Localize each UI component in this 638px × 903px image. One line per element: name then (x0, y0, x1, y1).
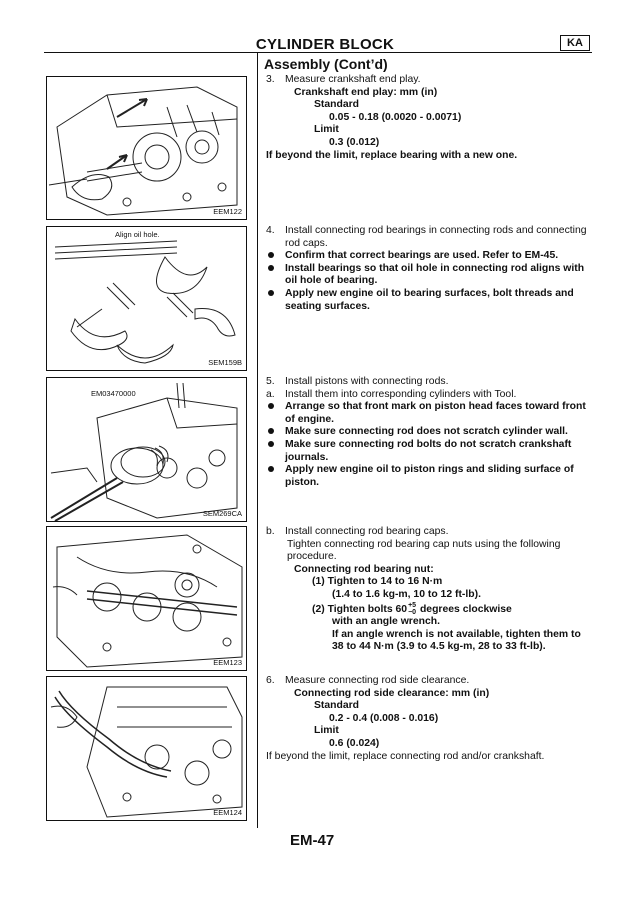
step-text: Measure crankshaft end play. (285, 74, 421, 85)
step-number: 5. (266, 376, 275, 387)
step-text: Measure connecting rod side clearance. (285, 675, 470, 686)
bullet-icon (268, 428, 274, 434)
figure-piston-install (46, 377, 247, 522)
step-text: Install connecting rod bearings in connecting rods and connecting rod caps. (285, 225, 587, 249)
figure-code: EEM123 (213, 658, 242, 667)
step-6 (266, 675, 592, 763)
spec-title: Connecting rod side clearance: mm (in) (294, 687, 490, 699)
limit-label: Limit (314, 725, 339, 737)
figure-code: SEM269CA (202, 509, 242, 518)
page-title: CYLINDER BLOCK (255, 36, 395, 53)
standard-label: Standard (314, 99, 360, 111)
model-badge: KA (560, 35, 590, 51)
bullet-icon (268, 252, 274, 258)
torque-step-1-detail: (1.4 to 1.6 kg-m, 10 to 12 ft-lb). (332, 588, 481, 600)
angle-wrench-illustration (47, 527, 246, 670)
limit-label: Limit (314, 124, 339, 136)
step-note: If beyond the limit, replace connecting rod and/or crankshaft. (266, 750, 545, 762)
step-5 (266, 376, 592, 489)
standard-label: Standard (314, 700, 360, 712)
bullet-text: Arrange so that front mark on piston head faces toward front of engine. (285, 401, 586, 425)
bullet-text: Make sure connecting rod does not scratch cylinder wall. (285, 426, 568, 438)
limit-value: 0.6 (0.024) (329, 737, 380, 749)
bearing-illustration (47, 227, 246, 370)
spec-title: Connecting rod bearing nut: (294, 563, 434, 575)
substep-letter: b. (266, 526, 275, 537)
step-text: Install pistons with connecting rods. (285, 376, 449, 387)
bullet-text: Apply new engine oil to bearing surfaces, bolt threads and seating surfaces. (285, 287, 574, 312)
bullet-text: Apply new engine oil to piston rings and sliding surface of piston. (285, 464, 574, 488)
limit-value: 0.3 (0.012) (329, 136, 380, 148)
page-number: EM-47 (290, 832, 335, 849)
bullet-icon (268, 466, 274, 472)
bullet-text: Install bearings so that oil hole in connecting rod aligns with oil hole of bearing. (285, 262, 585, 287)
bullet-text: Make sure connecting rod bolts do not scratch crankshaft journals. (285, 438, 572, 463)
spec-title: Crankshaft end play: mm (in) (294, 86, 438, 98)
figure-code: SEM159B (208, 358, 242, 367)
step-number: 4. (266, 225, 275, 236)
figure-cap-torque (46, 526, 247, 671)
bullet-icon (268, 265, 274, 271)
bullet-icon (268, 441, 274, 447)
step-4 (266, 225, 592, 313)
figure-code: EEM122 (213, 207, 242, 216)
figure-label: EM03470000 (91, 389, 136, 398)
standard-value: 0.05 - 0.18 (0.0020 - 0.0071) (329, 111, 462, 123)
substep-text: Install connecting rod bearing caps. (285, 526, 449, 537)
figure-bearing-install (46, 226, 247, 371)
bullet-icon (268, 403, 274, 409)
substep-letter: a. (266, 388, 275, 400)
column-divider (257, 52, 258, 828)
figure-side-clearance (46, 676, 247, 821)
section-title: Assembly (Cont’d) (264, 56, 388, 72)
torque-step-1: (1) Tighten to 14 to 16 N·m (312, 576, 443, 588)
header-rule (44, 52, 592, 53)
standard-value: 0.2 - 0.4 (0.008 - 0.016) (329, 712, 439, 724)
figure-label: Align oil hole. (115, 230, 160, 239)
bullet-icon (268, 290, 274, 296)
piston-tool-illustration (47, 378, 246, 521)
step-number: 3. (266, 74, 275, 85)
figure-crankshaft-end-play (46, 76, 247, 220)
torque-step-2-detail: with an angle wrench. (332, 615, 440, 627)
procedure-text: Tighten connecting rod bearing cap nuts using the following procedure. (287, 538, 561, 563)
substep-text: Install them into corresponding cylinders with Tool. (285, 388, 517, 400)
step-5b (266, 526, 592, 654)
alternative-torque: If an angle wrench is not available, tighten them to 38 to 44 N·m (3.9 to 4.5 kg-m, 28 to 33 ft-lb). (332, 628, 581, 653)
torque-step-2: (2) Tighten bolts 60 +5 −0 degrees clockwise (312, 601, 512, 616)
step-number: 6. (266, 675, 275, 686)
feeler-gauge-illustration (47, 677, 246, 820)
step-note: If beyond the limit, replace bearing with a new one. (266, 149, 518, 161)
bullet-text: Confirm that correct bearings are used. Refer to EM-45. (285, 250, 559, 262)
figure-code: EEM124 (213, 808, 242, 817)
step-3 (266, 74, 592, 162)
engine-block-illustration (47, 77, 246, 219)
